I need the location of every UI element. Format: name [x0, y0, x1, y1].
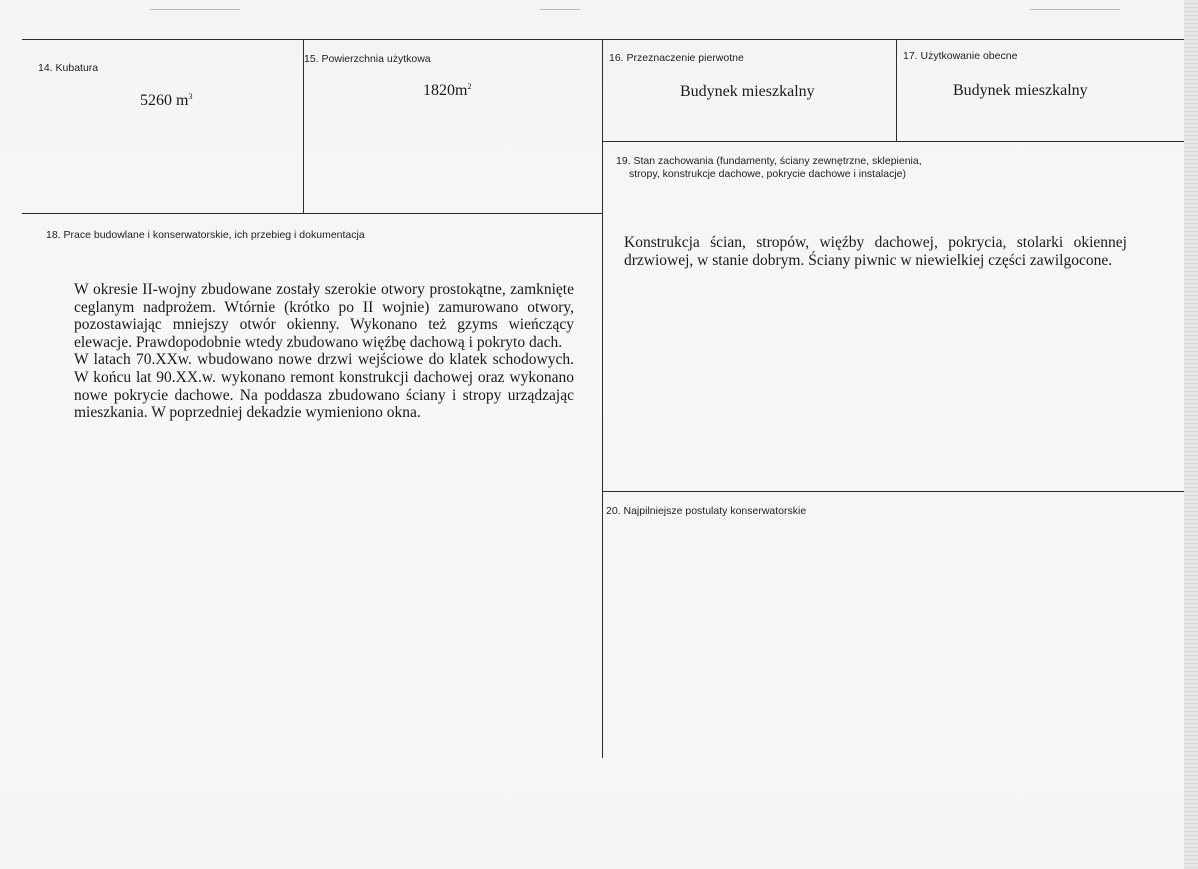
top-border	[22, 39, 1186, 40]
field-14-value	[140, 92, 192, 110]
divider-16-17	[896, 39, 897, 141]
scan-edge	[1184, 0, 1198, 869]
field-18-paragraph-1: W okresie II-wojny zbudowane zostały szerokie otwory prostokątne, zamknięte ceglanym nadprożem. Wtórnie (krótko po II wojnie) zamurowano otwory, pozostawiając mniejszy otwór okienny. Wykonano też gzyms wieńczący elewacje. Prawdopodobnie wtedy zbudowano więźbę dachową i pokryto dach.	[74, 281, 574, 351]
divider-row-18	[22, 213, 602, 214]
field-16-label: 16. Przeznaczenie pierwotne	[609, 52, 744, 64]
field-15-label: 15. Powierzchnia użytkowa	[304, 53, 431, 65]
field-15-value	[423, 82, 471, 100]
field-19-paragraph: Konstrukcja ścian, stropów, więźby dachowej, pokrycia, stolarki okiennej drzwiowej, w stanie dobrym. Ściany piwnic w niewielkiej części zawilgocone.	[624, 234, 1127, 269]
scan-artifact	[150, 9, 240, 10]
scan-artifact	[540, 9, 580, 10]
field-17-label: 17. Użytkowanie obecne	[903, 50, 1018, 62]
field-20-label: 20. Najpilniejsze postulaty konserwatorskie	[606, 505, 807, 517]
scan-artifact	[1030, 9, 1120, 10]
field-18-text	[74, 281, 574, 422]
field-19-label-line2: stropy, konstrukcje dachowe, pokrycie dachowe i instalacje)	[629, 168, 907, 180]
field-14-unit-exponent: 3	[188, 92, 193, 101]
field-16-value: Budynek mieszkalny	[680, 83, 815, 100]
field-15-unit-exponent: 2	[467, 82, 472, 91]
center-divider	[602, 39, 603, 758]
field-15-value-number: 1820m	[423, 82, 468, 99]
field-18-paragraph-2: W latach 70.XXw. wbudowano nowe drzwi wejściowe do klatek schodowych. W końcu lat 90.XX.w. wykonano remont konstrukcji dachowej oraz wykonano nowe pokrycie dachowe. Na poddasza zbudowano ściany i stropy urządzając mieszkania. W poprzedniej dekadzie wymieniono okna.	[74, 351, 574, 422]
field-18-label: 18. Prace budowlane i konserwatorskie, ich przebieg i dokumentacja	[46, 229, 365, 241]
field-17-value: Budynek mieszkalny	[953, 82, 1088, 99]
field-14-value-number: 5260 m	[140, 92, 189, 109]
divider-row-20	[602, 491, 1186, 492]
field-14-label: 14. Kubatura	[38, 62, 99, 74]
divider-row-19	[602, 141, 1186, 142]
field-19-text	[624, 234, 1127, 269]
field-19-label-line1: 19. Stan zachowania (fundamenty, ściany zewnętrzne, sklepienia,	[616, 155, 922, 167]
